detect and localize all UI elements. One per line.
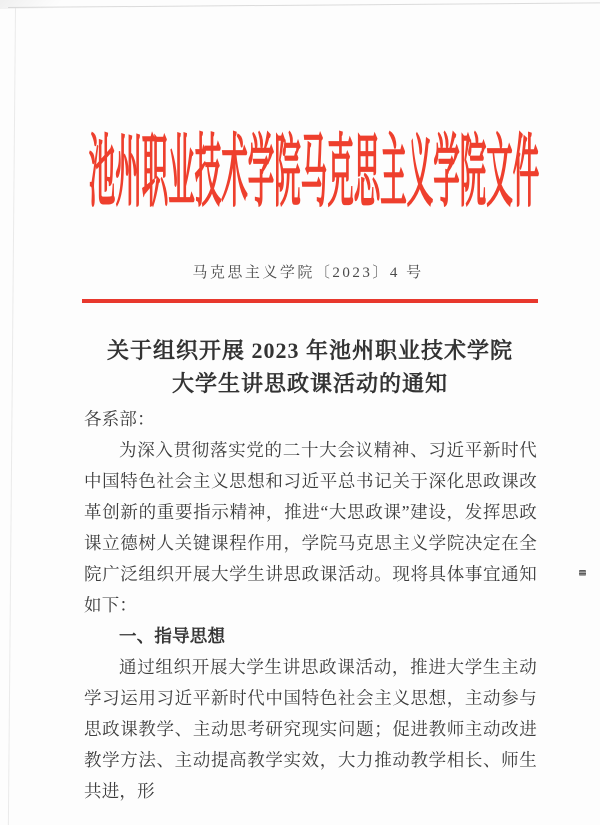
red-separator-line	[82, 299, 538, 303]
document-title-line2: 大学生讲思政课活动的通知	[171, 371, 448, 396]
section-heading-1: 一、指导思想	[119, 626, 226, 646]
document-title	[60, 334, 560, 400]
salutation: 各系部：	[84, 409, 155, 429]
document-title-line1: 关于组织开展 2023 年池州职业技术学院	[106, 338, 513, 363]
document-number: 马克思主义学院〔2023〕4 号	[192, 265, 424, 281]
scan-top-edge-artifact	[8, 2, 600, 8]
document-body	[84, 404, 537, 807]
header-banner-text: 池州职业技术学院马克思主义学院文件	[88, 126, 540, 217]
body-paragraph-1: 为深入贯彻落实党的二十大会议精神、习近平新时代中国特色社会主义思想和习近平总书记关于深化思政课改革创新的重要指示精神，推进“大思政课”建设，发挥思政课立德树人关键课程作用，学院马克思主义学院决定在全院广泛组织开展大学生讲思政课活动。现将具体事宜通知如下：	[84, 440, 537, 615]
document-header-banner	[0, 114, 600, 217]
scan-speck-artifact	[579, 570, 586, 576]
body-paragraph-2: 通过组织开展大学生讲思政课活动，推进大学生主动学习运用习近平新时代中国特色社会主义思想，主动参与思政课教学、主动思考研究现实问题；促进教师主动改进教学方法、主动提高教学实效，大力推动教学相长、师生共进，形	[84, 657, 537, 801]
